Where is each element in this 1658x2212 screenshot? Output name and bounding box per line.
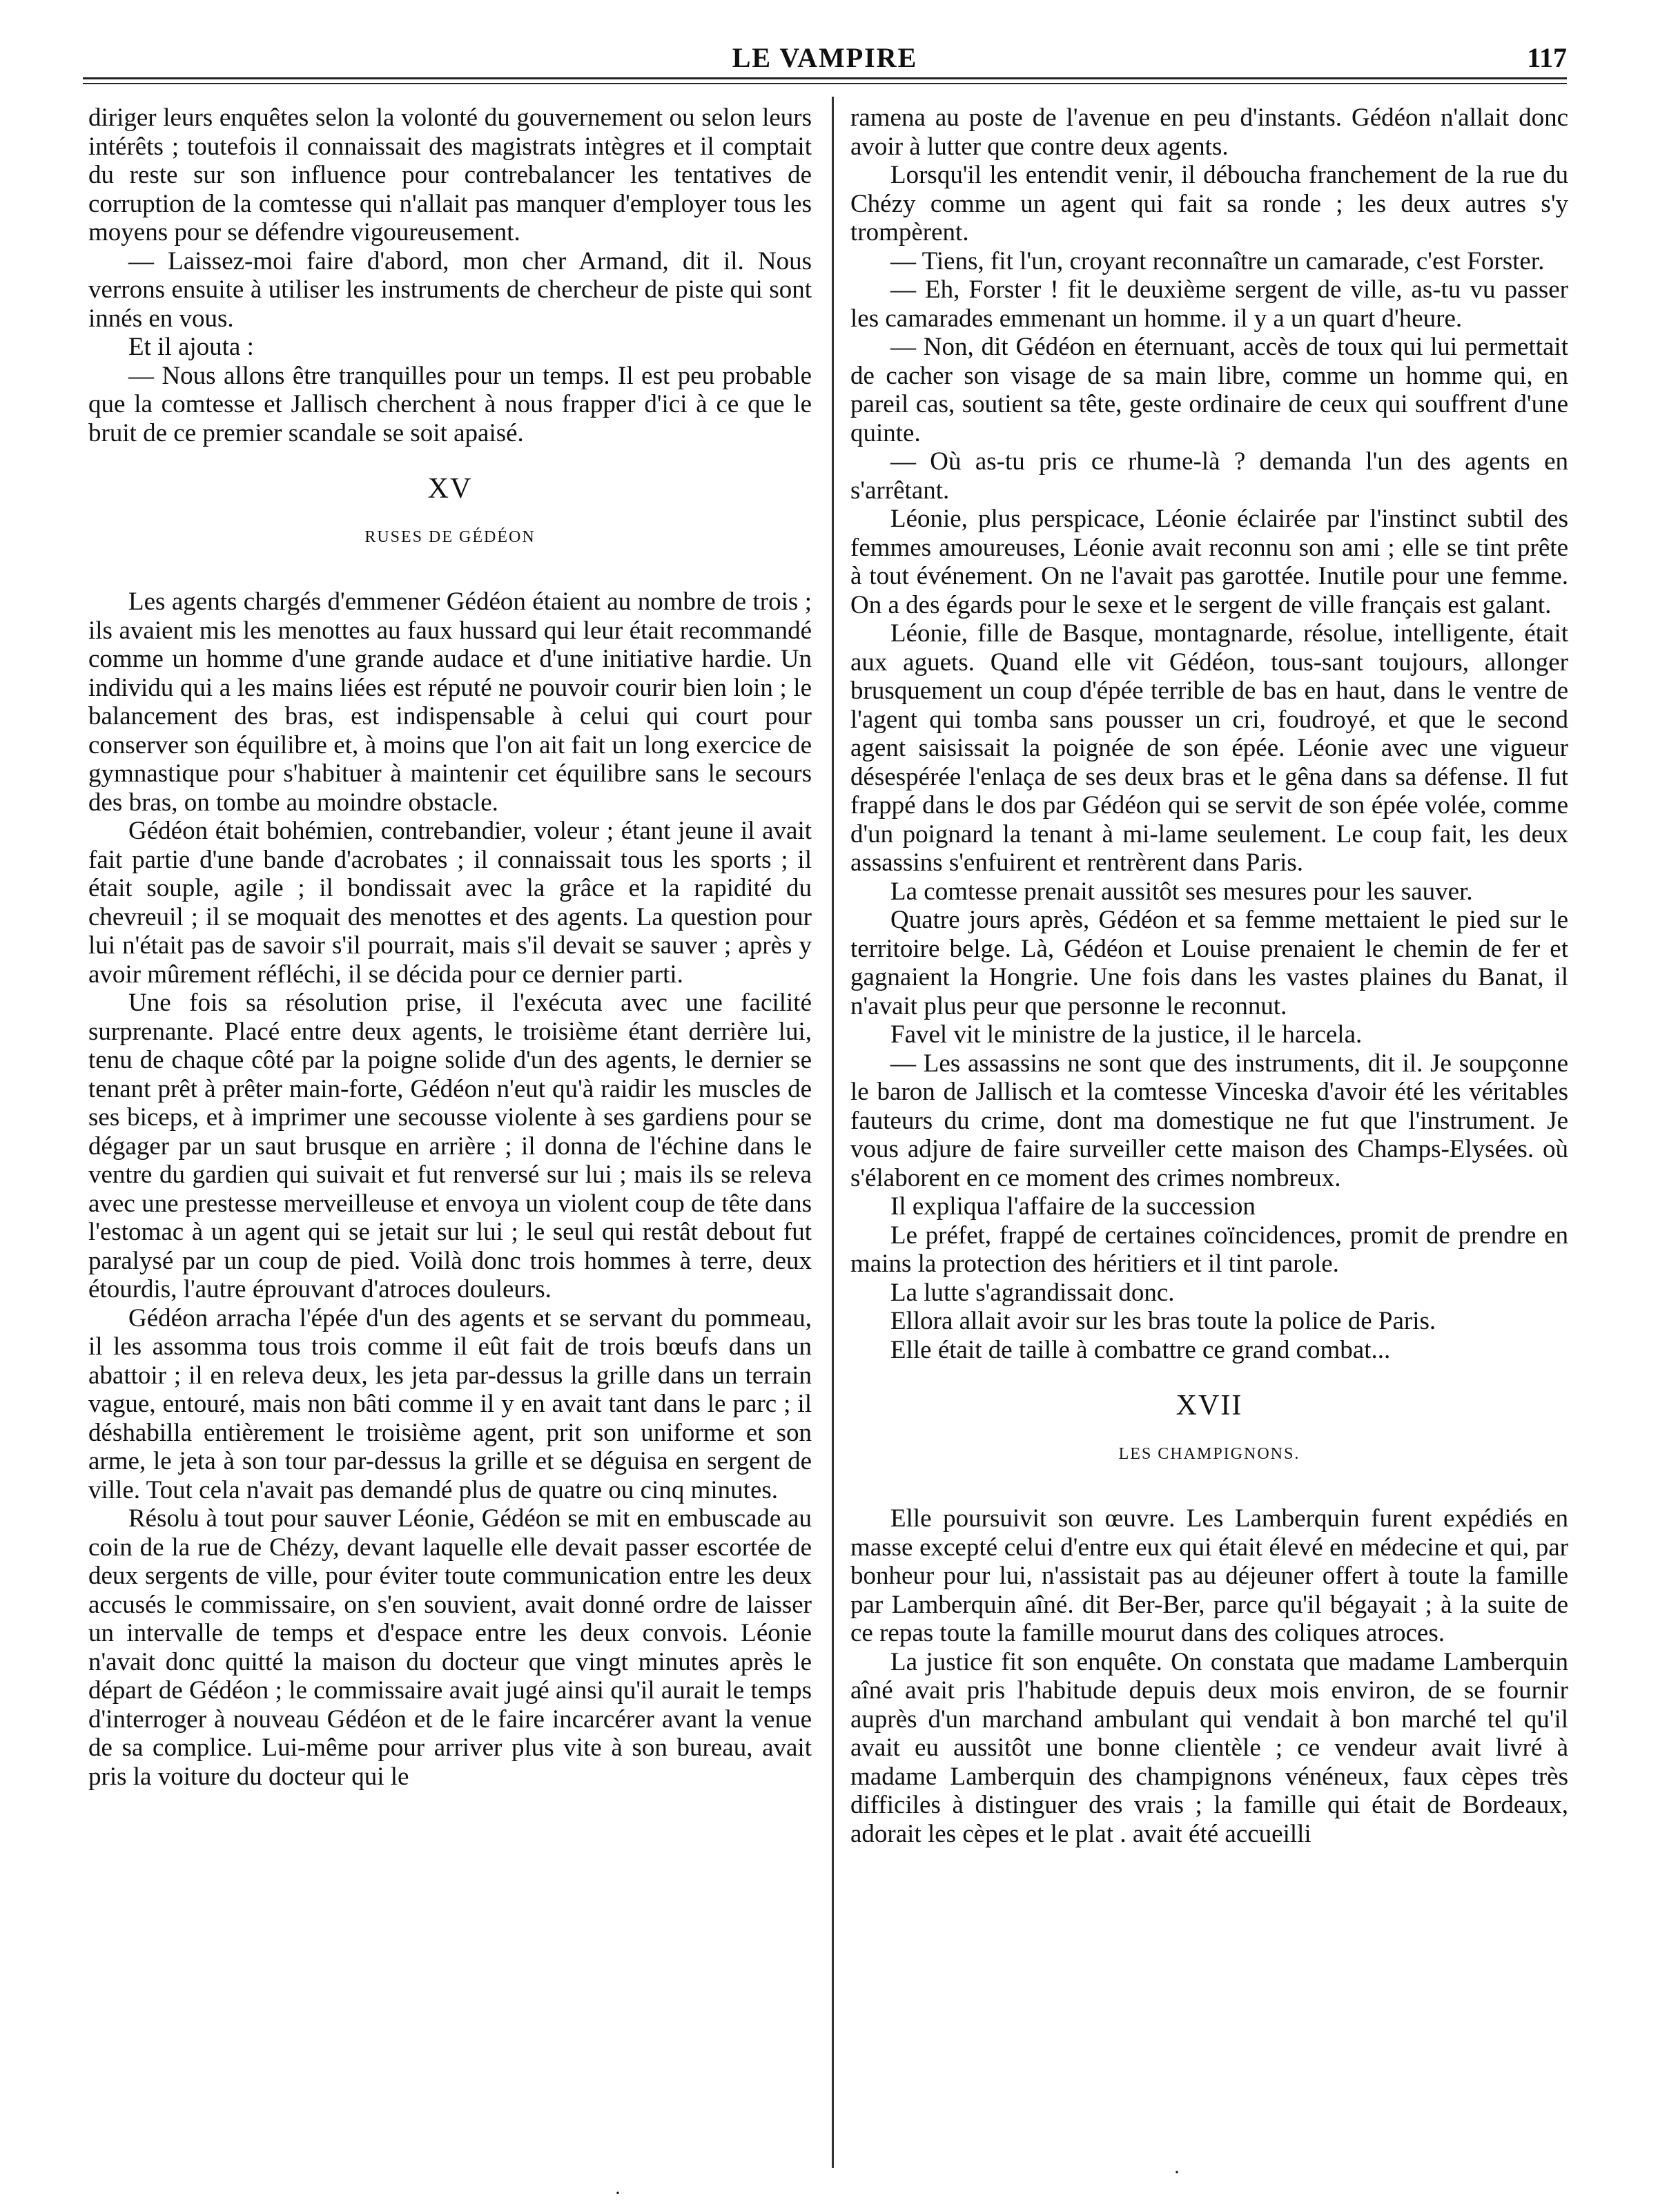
- paragraph: Favel vit le ministre de la justice, il le harcela.: [890, 1020, 1363, 1049]
- paragraph: Elle était de taille à combattre ce grand combat...: [890, 1335, 1391, 1364]
- paragraph: Ellora allait avoir sur les bras toute la police de Paris.: [890, 1307, 1436, 1335]
- print-speck: ·: [614, 2182, 621, 2204]
- running-title: LE VAMPIRE: [732, 42, 918, 73]
- paragraph: — Eh, Forster ! fit le deuxième sergent de ville, as-tu vu passer les camarades emmenant un homme. il y a un quart d'heure.: [850, 275, 1568, 333]
- paragraph: — Nous allons être tranquilles pour un temps. Il est peu probable que la comtesse et Jallisch cherchent à nous frapper d'ici à ce que le bruit de ce premier scandale se soit apaisé.: [88, 361, 812, 447]
- paragraph: Elle poursuivit son œuvre. Les Lamberquin furent expédiés en masse excepté celui d'entre eux qui était élevé en médecine et qui, par bonheur pour lui, n'assistait pas au déjeuner offert à toute la famille par Lamberquin aîné. dit Ber-Ber, parce qu'il bégayait ; à la suite de ce repas toute la famille mourut dans des coliques atroces.: [850, 1504, 1568, 1647]
- chapter-number: XV: [427, 473, 473, 505]
- paragraph: — Laissez-moi faire d'abord, mon cher Armand, dit il. Nous verrons ensuite à utiliser les instruments de chercheur de piste qui sont innés en vous.: [88, 246, 812, 333]
- paragraph: — Les assassins ne sont que des instruments, dit il. Je soupçonne le baron de Jallisch et la comtesse Vinceska d'avoir été les véritables fauteurs du crime, dont ma domestique ne fut que l'instrument. Je vous adjure de faire surveiller cette maison des Champs-Elysées. où s'élaborent en ce moment des crimes nombreux.: [850, 1049, 1568, 1192]
- paragraph: Léonie, plus perspicace, Léonie éclairée par l'instinct subtil des femmes amoureuses, Léonie avait reconnu son ami ; elle se tint prête à tout événement. On ne l'avait pas garottée. Inutile pour une femme. On a des égards pour le sexe et le sergent de ville français est galant.: [850, 505, 1568, 619]
- paragraph: Il expliqua l'affaire de la succession: [890, 1192, 1256, 1221]
- paragraph: — Tiens, fit l'un, croyant reconnaître un camarade, c'est Forster.: [890, 246, 1545, 275]
- paragraph: — Où as-tu pris ce rhume-là ? demanda l'un des agents en s'arrêtant.: [850, 447, 1568, 505]
- paragraph: La comtesse prenait aussitôt ses mesures pour les sauver.: [890, 877, 1473, 906]
- header-rule-bottom: [83, 83, 1567, 84]
- chapter-title: LES CHAMPIGNONS.: [1118, 1444, 1300, 1463]
- paragraph: — Non, dit Gédéon en éternuant, accès de toux qui lui permettait de cacher son visage de sa main libre, comme un homme qui, en pareil cas, soutient sa tête, geste ordinaire de ceux qui souffrent d'une quinte.: [850, 333, 1568, 447]
- right-column: [850, 104, 1568, 1848]
- paragraph: La lutte s'agrandissait donc.: [890, 1278, 1175, 1307]
- paragraph: Gédéon arracha l'épée d'un des agents et se servant du pommeau, il les assomma tous trois comme il eût fait de trois bœufs dans un abattoir ; il en releva deux, les jeta par-dessus la grille dans un terrain vague, entouré, mais non bâti comme il y en avait tant dans le parc ; il déshabilla entièrement le troisième agent, prit son uniforme et son arme, le jeta à son tour par-dessus la grille et se déguisa en sergent de ville. Tout cela n'avait pas demandé plus de quatre ou cinq minutes.: [88, 1303, 812, 1504]
- paragraph: Gédéon était bohémien, contrebandier, voleur ; étant jeune il avait fait partie d'une bande d'acrobates ; il connaissait tous les sports ; il était souple, agile ; il bondissait avec la grâce et la rapidité du chevreuil ; il se moquait des menottes et des agents. La question pour lui n'était pas de savoir s'il pourrait, mais s'il devait se sauver ; après y avoir mûrement réfléchi, il se décida pour ce dernier parti.: [88, 817, 812, 989]
- paragraph: diriger leurs enquêtes selon la volonté du gouvernement ou selon leurs intérêts ; toutefois il connaissait des magistrats intègres et il comptait du reste sur son influence pour contrebalancer les tentatives de corruption de la comtesse qui n'allait pas manquer d'employer tous les moyens pour se défendre vigoureusement.: [88, 104, 812, 246]
- paragraph: Lorsqu'il les entendit venir, il déboucha franchement de la rue du Chézy comme un agent qui fait sa ronde ; les deux autres s'y trompèrent.: [850, 161, 1568, 246]
- paragraph: Quatre jours après, Gédéon et sa femme mettaient le pied sur le territoire belge. Là, Gédéon et Louise prenaient le chemin de fer et gagnaient la Hongrie. Une fois dans les vastes plaines du Banat, il n'avait plus peur que personne le reconnut.: [850, 906, 1568, 1020]
- paragraph: Les agents chargés d'emmener Gédéon étaient au nombre de trois ; ils avaient mis les menottes au faux hussard qui leur était recommandé comme un homme d'une grande audace et d'une initiative hardie. Un individu qui a les mains liées est réputé ne pouvoir courir bien loin ; le balancement des bras, est indispensable à celui qui court pour conserver son équilibre et, à moins que l'on ait fait un long exercice de gymnastique pour s'habituer à maintenir cet équilibre sans le secours des bras, on tombe au moindre obstacle.: [88, 588, 812, 817]
- chapter-title: RUSES DE GÉDÉON: [364, 527, 536, 546]
- running-header: [83, 39, 1567, 80]
- paragraph: Le préfet, frappé de certaines coïncidences, promit de prendre en mains la protection des héritiers et il tint parole.: [850, 1221, 1568, 1278]
- header-rule-top: [83, 77, 1567, 79]
- page-number: 117: [1527, 42, 1567, 73]
- paragraph: La justice fit son enquête. On constata que madame Lamberquin aîné avait pris l'habitude depuis deux mois environ, de se fournir auprès d'un marchand ambulant qui vendait à bon marché tel qu'il avait eu aussitôt une bonne clientèle ; ce vendeur avait livré à madame Lamberquin des champignons vénéneux, faux cèpes très difficiles à distinguer des vrais ; la famille qui était de Bordeaux, adorait les cèpes et le plat . avait été accueilli: [850, 1647, 1568, 1848]
- paragraph: Léonie, fille de Basque, montagnarde, résolue, intelligente, était aux aguets. Quand elle vit Gédéon, tous-sant toujours, allonger brusquement un coup d'épée terrible de bas en haut, dans le ventre de l'agent qui tomba sans pousser un cri, foudroyé, et que le second agent saisissait la poignée de son épée. Léonie avec une vigueur désespérée l'enlaça de ses deux bras et le gêna dans sa défense. Il fut frappé dans le dos par Gédéon qui se servit de son épée volée, comme d'un poignard la tenant à mi-lame seulement. Le coup fait, les deux assassins s'enfuirent et rentrèrent dans Paris.: [850, 619, 1568, 877]
- left-column: [88, 104, 812, 1791]
- paragraph: Et il ajouta :: [128, 333, 254, 361]
- paragraph: Une fois sa résolution prise, il l'exécuta avec une facilité surprenante. Placé entre deux agents, le troisième étant derrière lui, tenu de chaque côté par la poigne solide d'un des agents, le dernier se tenant prêt à prêter main-forte, Gédéon n'eut qu'à raidir les muscles de ses biceps, et à imprimer une secousse violente à ses gardiens pour se dégager par un saut brusque en arrière ; il donna de l'échine dans le ventre du gardien qui suivait et fut renversé sur lui ; mais ils se releva avec une prestesse merveilleuse et envoya un violent coup de tête dans l'estomac à un agent qui se jetait sur lui ; le seul qui restât debout fut paralysé par un coup de pied. Voilà donc trois hommes à terre, deux étourdis, l'autre éprouvant d'atroces douleurs.: [88, 989, 812, 1303]
- column-divider: [832, 97, 834, 2168]
- print-speck: ·: [1173, 2161, 1180, 2184]
- chapter-number: XVII: [1176, 1390, 1243, 1422]
- paragraph: Résolu à tout pour sauver Léonie, Gédéon se mit en embuscade au coin de la rue de Chézy, devant laquelle elle devait passer escortée de deux sergents de ville, pour éviter toute communication entre les deux accusés le commissaire, on s'en souvient, avait donné ordre de laisser un intervalle de temps et d'espace entre les deux convois. Léonie n'avait donc quitté la maison du docteur que vingt minutes après le départ de Gédéon ; le commissaire avait jugé ainsi qu'il aurait le temps d'interroger à nouveau Gédéon et de le faire incarcérer avant la venue de sa complice. Lui-même pour arriver plus vite à son bureau, avait pris la voiture du docteur qui le: [88, 1504, 812, 1791]
- paragraph: ramena au poste de l'avenue en peu d'instants. Gédéon n'allait donc avoir à lutter que contre deux agents.: [850, 104, 1568, 161]
